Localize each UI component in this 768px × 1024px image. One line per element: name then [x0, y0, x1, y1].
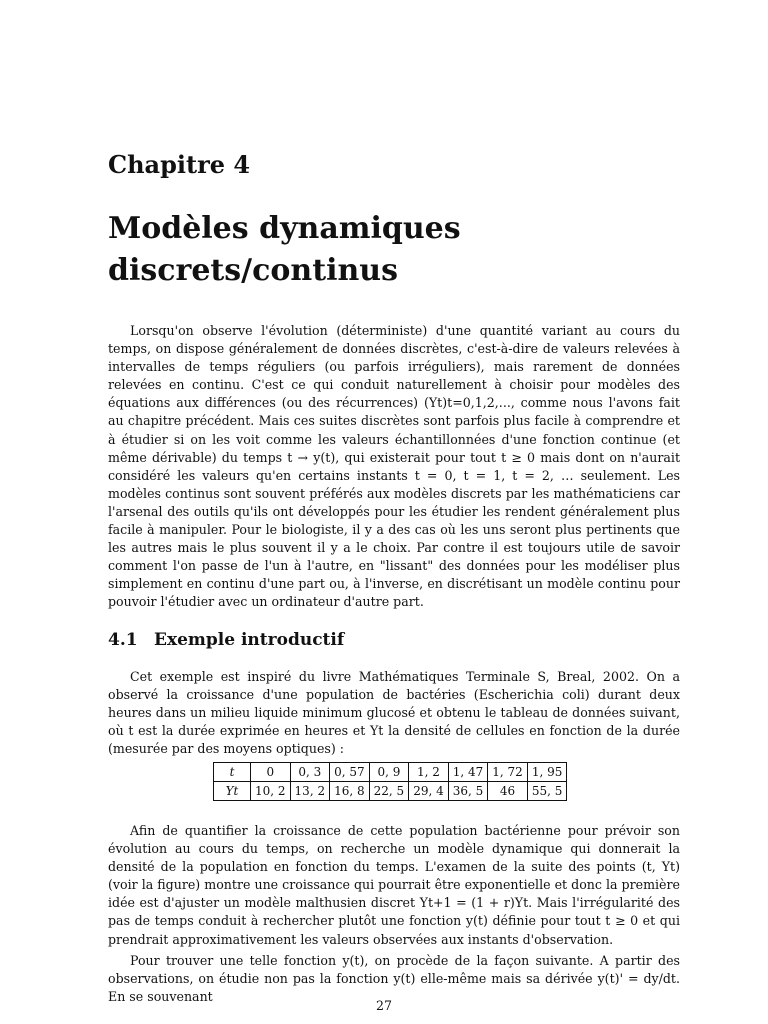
table-row-label: t	[214, 763, 251, 782]
table-cell: 36, 5	[448, 782, 488, 801]
table-cell: 10, 2	[251, 782, 291, 801]
chapter-title-line-2: discrets/continus	[108, 253, 398, 288]
table-cell: 0, 9	[369, 763, 409, 782]
table-cell: 1, 47	[448, 763, 488, 782]
table-cell: 46	[488, 782, 528, 801]
example-paragraph: Cet exemple est inspiré du livre Mathématiques Terminale S, Breal, 2002. On a observé la croissance d'une population de bactéries (Escherichia coli) durant deux heures dans un milieu liquide minimum glucosé et obtenu le tableau de données suivant, où t est la durée exprimée en heures et Yt la densité de cellules en fonction de la durée (mesurée par des moyens optiques) :	[108, 669, 680, 757]
table-cell: 0, 57	[330, 763, 370, 782]
table-cell: 1, 95	[527, 763, 567, 782]
table-cell: 1, 72	[488, 763, 528, 782]
chapter-title	[108, 208, 668, 292]
section-number: 4.1	[108, 630, 138, 650]
data-table	[213, 762, 567, 801]
table-row-yt	[214, 782, 567, 801]
paragraph-4: Pour trouver une telle fonction y(t), on procède de la façon suivante. A partir des observations, on étudie non pas la fonction y(t) elle-même mais sa dérivée y(t)' = dy/dt. En se souvenant	[108, 953, 680, 1005]
chapter-title-line-1: Modèles dynamiques	[108, 211, 461, 246]
intro-paragraph: Lorsqu'on observe l'évolution (déterministe) d'une quantité variant au cours du temps, on dispose généralement de données discrètes, c'est-à-dire de valeurs relevées à intervalles de temps réguliers (ou parfois irréguliers), mais rarement de données relevées en continu. C'est ce qui conduit naturellement à choisir pour modèles des équations aux différences (ou des récurrences) (Yt)t=0,1,2,..., comme nous l'avons fait au chapitre précédent. Mais ces suites discrètes sont parfois plus facile à comprendre et à étudier si on les voit comme les valeurs échantillonnées d'une fonction continue (et même dérivable) du temps t → y(t), qui existerait pour tout t ≥ 0 mais dont on n'aurait considéré les valeurs qu'en certains instants t = 0, t = 1, t = 2, … seulement. Les modèles continus sont souvent préférés aux modèles discrets par les mathématiciens car l'arsenal des outils qu'ils ont développés pour les étudier les rendent généralement plus facile à manipuler. Pour le biologiste, il y a des cas où les uns seront plus pertinents que les autres mais le plus souvent il y a le choix. Par contre il est toujours utile de savoir comment l'on passe de l'un à l'autre, en "lissant" des données pour les modéliser plus simplement en continu d'une part ou, à l'inverse, en discrétisant un modèle continu pour pouvoir l'étudier avec un ordinateur d'autre part.	[108, 323, 680, 610]
table-cell: 1, 2	[409, 763, 449, 782]
table-cell: 29, 4	[409, 782, 449, 801]
table-cell: 0, 3	[290, 763, 330, 782]
table-cell: 22, 5	[369, 782, 409, 801]
paragraph-3: Afin de quantifier la croissance de cette population bactérienne pour prévoir son évolution au cours du temps, on recherche un modèle dynamique qui donnerait la densité de la population en fonction du temps. L'examen de la suite des points (t, Yt) (voir la figure) montre une croissance qui pourrait être exponentielle et donc la première idée est d'ajuster un modèle malthusien discret Yt+1 = (1 + r)Yt. Mais l'irrégularité des pas de temps conduit à rechercher plutôt une fonction y(t) définie pour tout t ≥ 0 et qui prendrait approximativement les valeurs observées aux instants d'observation.	[108, 823, 680, 947]
section-heading	[108, 630, 344, 650]
table-cell: 13, 2	[290, 782, 330, 801]
table-cell: 0	[251, 763, 291, 782]
chapter-label: Chapitre 4	[108, 150, 251, 179]
table-row-label: Yt	[214, 782, 251, 801]
page-number: 27	[375, 998, 393, 1013]
table-cell: 55, 5	[527, 782, 567, 801]
table-cell: 16, 8	[330, 782, 370, 801]
table-row-t	[214, 763, 567, 782]
section-title: Exemple introductif	[154, 630, 345, 650]
